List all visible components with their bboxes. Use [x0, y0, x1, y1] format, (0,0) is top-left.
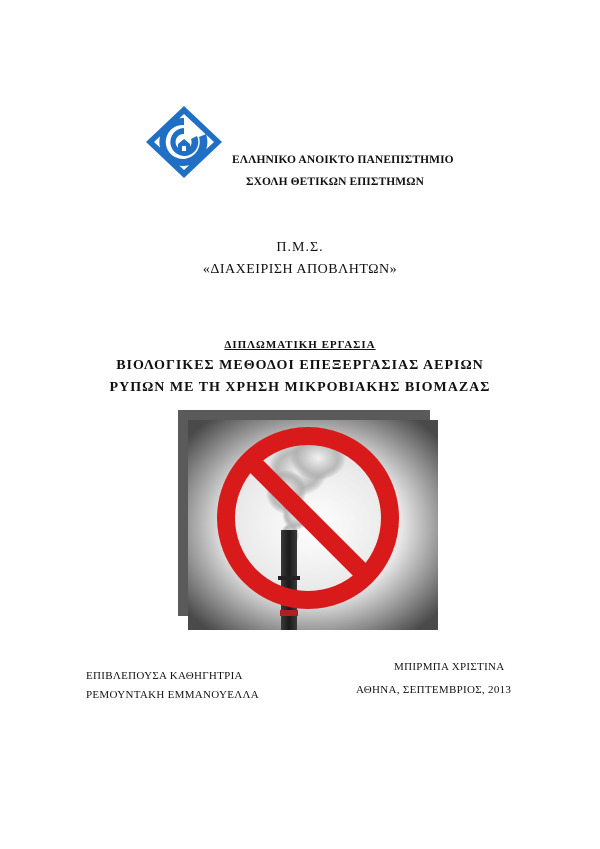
- no-smoke-stack-icon: [178, 410, 438, 630]
- supervisor-name: ΡΕΜΟΥΝΤΑΚΗ ΕΜΜΑΝΟΥΕΛΛΑ: [86, 689, 260, 701]
- program-name: «ΔΙΑΧΕΙΡΙΣΗ ΑΠΟΒΛΗΤΩΝ»: [202, 262, 398, 277]
- thesis-title-line-1: ΒΙΟΛΟΓΙΚΕΣ ΜΕΘΟΔΟΙ ΕΠΕΞΕΡΓΑΣΙΑΣ ΑΕΡΙΩΝ: [116, 358, 484, 373]
- program-abbreviation: Π.Μ.Σ.: [276, 240, 324, 255]
- eap-logo-icon: [144, 104, 224, 180]
- thesis-label: ΔΙΠΛΩΜΑΤΙΚΗ ΕΡΓΑΣΙΑ: [224, 339, 376, 351]
- supervisor-label: ΕΠΙΒΛΕΠΟΥΣΑ ΚΑΘΗΓΗΤΡΙΑ: [86, 670, 243, 682]
- author-name: ΜΠΙΡΜΠΑ ΧΡΙΣΤΙΝΑ: [394, 661, 505, 673]
- school-name: ΣΧΟΛΗ ΘΕΤΙΚΩΝ ΕΠΙΣΤΗΜΩΝ: [246, 176, 424, 188]
- university-name: ΕΛΛΗΝΙΚΟ ΑΝΟΙΚΤΟ ΠΑΝΕΠΙΣΤΗΜΙΟ: [232, 154, 454, 166]
- thesis-title-line-2: ΡΥΠΩΝ ΜΕ ΤΗ ΧΡΗΣΗ ΜΙΚΡΟΒΙΑΚΗΣ ΒΙΟΜΑΖΑΣ: [109, 380, 491, 395]
- place-date: ΑΘΗΝΑ, ΣΕΠΤΕΜΒΡΙΟΣ, 2013: [356, 684, 512, 696]
